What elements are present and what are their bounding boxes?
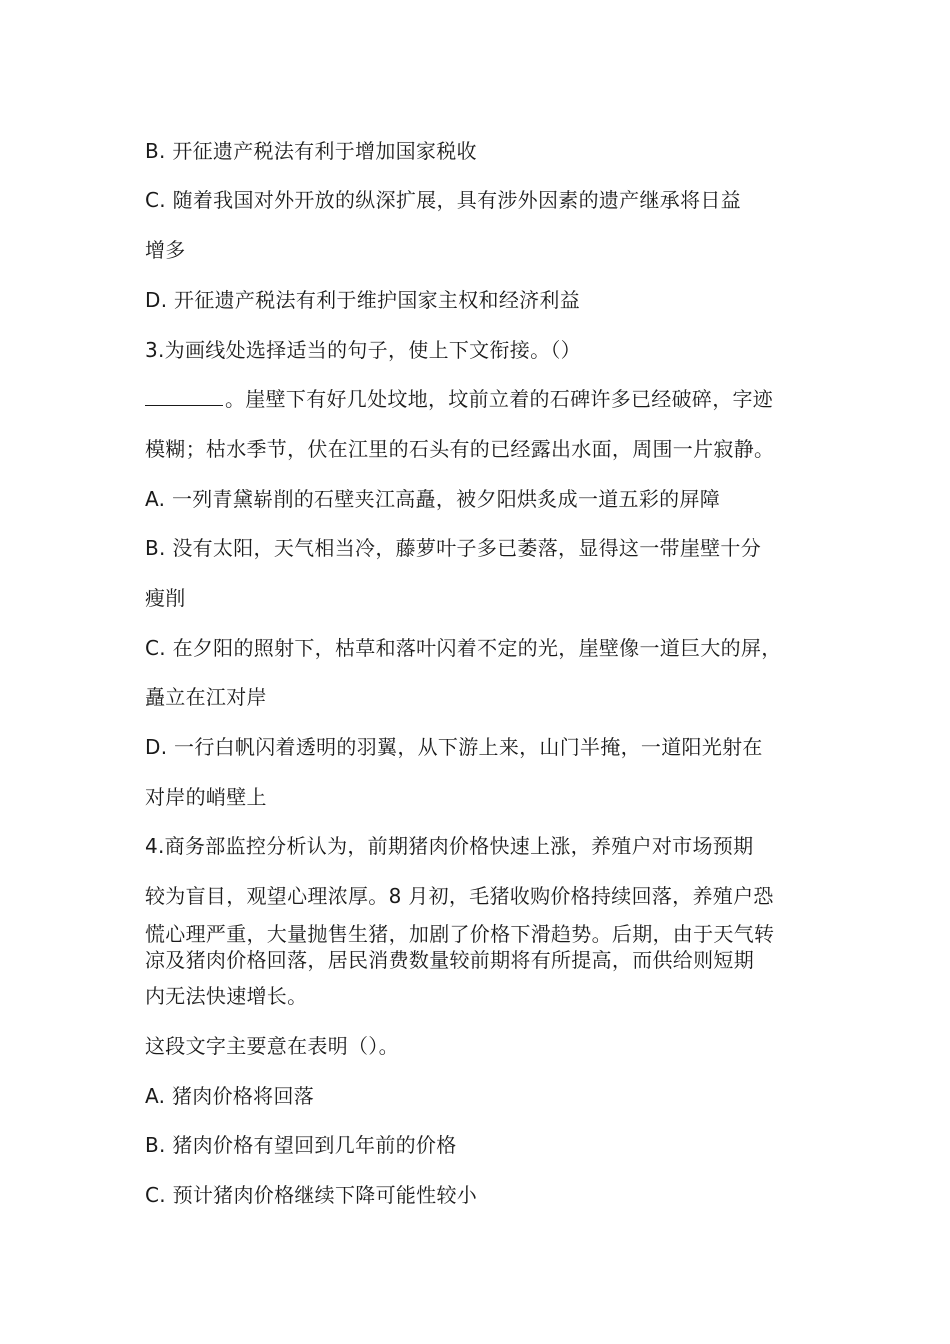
- option-c-q2-cont: 增多: [145, 238, 186, 262]
- question-4-passage-cont-3: 凉及猪肉价格回落，居民消费数量较前期将有所提高，而供给则短期: [145, 948, 754, 972]
- option-b-q4: B. 猪肉价格有望回到几年前的价格: [145, 1133, 457, 1157]
- question-3-passage-cont: 模糊；枯水季节，伏在江里的石头有的已经露出水面，周围一片寂静。: [145, 437, 775, 461]
- question-4-stem: 这段文字主要意在表明（）。: [145, 1034, 399, 1058]
- option-d-q3: D. 一行白帆闪着透明的羽翼，从下游上来，山门半掩，一道阳光射在: [145, 735, 763, 759]
- option-c-q3: C. 在夕阳的照射下，枯草和落叶闪着不定的光，崖壁像一道巨大的屏，: [145, 636, 782, 660]
- question-4-passage-cont-1: 较为盲目，观望心理浓厚。8 月初，毛猪收购价格持续回落，养殖户恐: [145, 884, 774, 908]
- option-d-q2: D. 开征遗产税法有利于维护国家主权和经济利益: [145, 288, 581, 312]
- option-b-q3-cont: 瘦削: [145, 586, 186, 610]
- fill-in-blank: [145, 387, 223, 406]
- question-4-passage-cont-4: 内无法快速增长。: [145, 984, 308, 1008]
- option-a-q4: A. 猪肉价格将回落: [145, 1084, 315, 1108]
- option-b-q3: B. 没有太阳，天气相当冷，藤萝叶子多已萎落，显得这一带崖壁十分: [145, 536, 762, 560]
- option-c-q3-cont: 矗立在江对岸: [145, 685, 267, 709]
- question-3-passage: 。崖壁下有好几处坟地，坟前立着的石碑许多已经破碎，字迹: [145, 386, 773, 412]
- option-c-q2: C. 随着我国对外开放的纵深扩展，具有涉外因素的遗产继承将日益: [145, 188, 741, 212]
- question-4-passage-cont-2: 慌心理严重，大量抛售生猪，加剧了价格下滑趋势。后期，由于天气转: [145, 922, 775, 946]
- option-c-q4: C. 预计猪肉价格继续下降可能性较小: [145, 1183, 478, 1207]
- question-4-passage: 4.商务部监控分析认为，前期猪肉价格快速上涨，养殖户对市场预期: [145, 834, 754, 858]
- option-b-q2: B. 开征遗产税法有利于增加国家税收: [145, 139, 477, 163]
- option-a-q3: A. 一列青黛崭削的石壁夹江高矗，被夕阳烘炙成一道五彩的屏障: [145, 487, 721, 511]
- option-d-q3-cont: 对岸的峭壁上: [145, 785, 267, 809]
- question-3-stem: 3.为画线处选择适当的句子，使上下文衔接。（）: [145, 338, 581, 362]
